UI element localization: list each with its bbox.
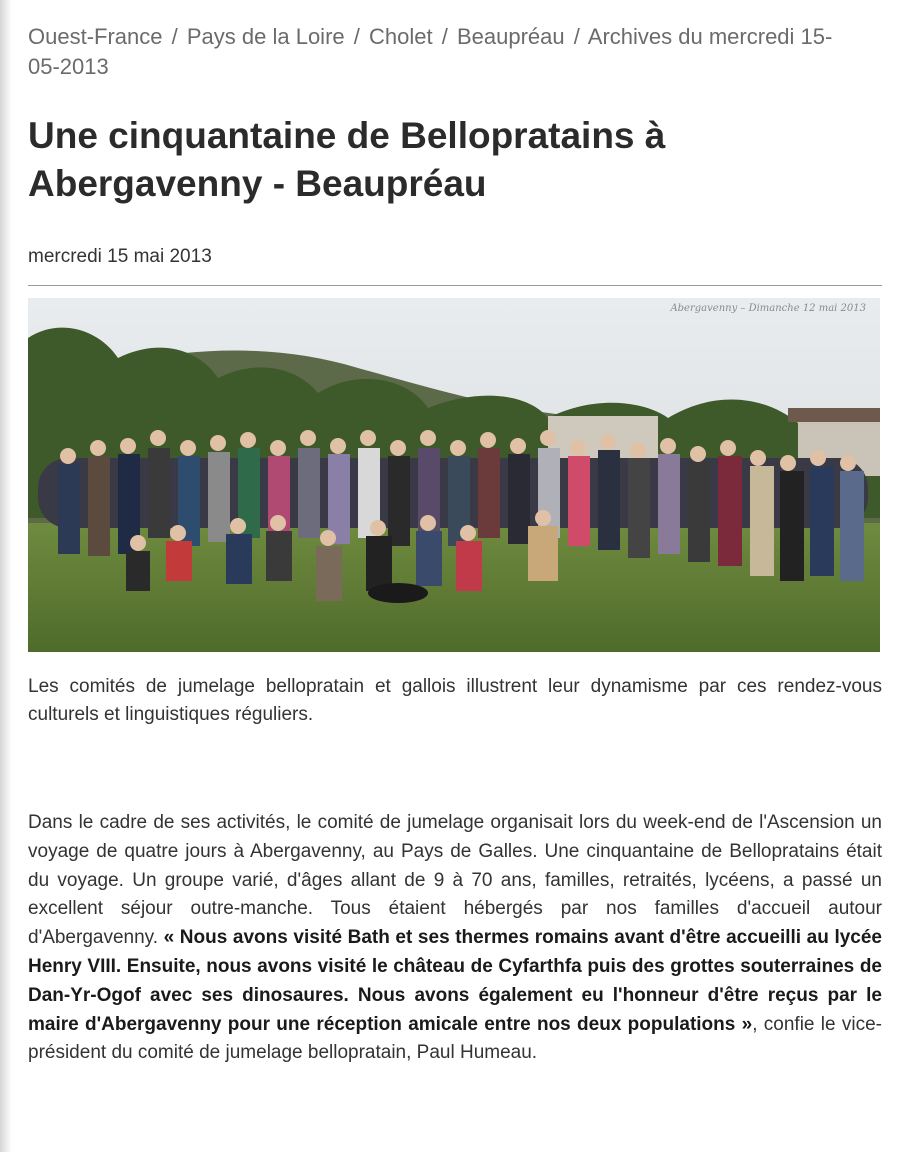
photo-overlay-text: Abergavenny – Dimanche 12 mai 2013 — [670, 303, 866, 314]
article-body — [28, 809, 882, 1068]
breadcrumb-item-ouest-france[interactable]: Ouest-France — [28, 24, 163, 49]
breadcrumb-separator: / — [441, 24, 448, 49]
article-photo — [28, 298, 880, 652]
article-body-quote: « Nous avons visité Bath et ses thermes romains avant d'être accueilli au lycée Henry VIII. Ensuite, nous avons visité le château de Cyfarthfa puis des grottes souterraines de Dan-Yr-Ogof avec ses dinosaures. Nous avons également eu l'honneur d'être reçus par le maire d'Abergavenny pour une réception amicale entre nos deux populations » — [28, 927, 882, 1035]
breadcrumb-separator: / — [353, 24, 360, 49]
breadcrumb-separator: / — [171, 24, 178, 49]
page-left-shadow — [0, 0, 12, 1152]
breadcrumb-item-pays-de-la-loire[interactable]: Pays de la Loire — [186, 24, 345, 49]
article-body-outro: , confie le vice-président du comité de jumelage bellopratain, Paul Humeau. — [28, 1013, 882, 1064]
breadcrumb-item-cholet[interactable]: Cholet — [369, 24, 433, 49]
photo-caption: Les comités de jumelage bellopratain et gallois illustrent leur dynamisme par ces rendez-vous culturels et linguistiques réguliers. — [28, 676, 882, 725]
article-body-intro: Dans le cadre de ses activités, le comité de jumelage organisait lors du week-end de l'Ascension un voyage de quatre jours à Abergavenny, au Pays de Galles. Une cinquantaine de Bellopratains était du voyage. Un groupe varié, d'âges allant de 9 à 70 ans, familles, retraités, lycéens, a passé un excellent séjour outre-manche. Tous étaient hébergés par nos familles d'accueil autour d'Abergavenny. — [28, 812, 882, 949]
group-photo-illustration — [28, 298, 880, 652]
breadcrumb-separator: / — [573, 24, 580, 49]
header-divider — [28, 285, 882, 286]
breadcrumb-item-archives[interactable]: Archives du mercredi 15-05-2013 — [28, 24, 833, 79]
article-title: Une cinquantaine de Bellopratains à Abergavenny - Beaupréau — [28, 115, 666, 204]
breadcrumb-item-beaupreau[interactable]: Beaupréau — [456, 24, 565, 49]
breadcrumb — [28, 22, 848, 82]
article-date: mercredi 15 mai 2013 — [28, 246, 212, 267]
